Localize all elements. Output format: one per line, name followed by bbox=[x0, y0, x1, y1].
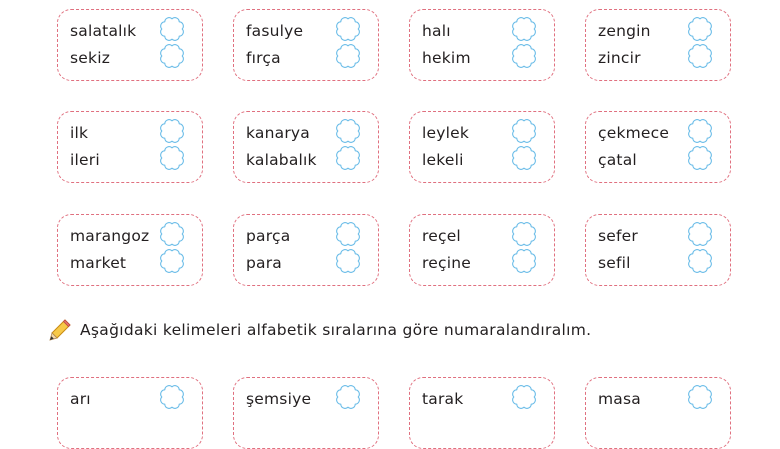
flower-answer-icon[interactable] bbox=[686, 220, 714, 248]
word-card bbox=[233, 377, 379, 449]
word-card bbox=[233, 111, 379, 183]
flower-answer-icon[interactable] bbox=[158, 220, 186, 248]
flower-answer-icon[interactable] bbox=[510, 15, 538, 43]
word-bottom: ileri bbox=[70, 151, 100, 169]
word-card bbox=[57, 111, 203, 183]
flower-answer-icon[interactable] bbox=[334, 144, 362, 172]
word-card bbox=[57, 377, 203, 449]
word-top: şemsiye bbox=[246, 390, 312, 408]
word-card bbox=[57, 9, 203, 81]
word-card bbox=[409, 9, 555, 81]
word-card bbox=[585, 9, 731, 81]
flower-answer-icon[interactable] bbox=[510, 42, 538, 70]
flower-answer-icon[interactable] bbox=[158, 15, 186, 43]
word-top: ilk bbox=[70, 124, 89, 142]
word-top: tarak bbox=[422, 390, 464, 408]
word-top: kanarya bbox=[246, 124, 310, 142]
word-card bbox=[585, 111, 731, 183]
word-top: halı bbox=[422, 22, 451, 40]
word-bottom: zincir bbox=[598, 49, 641, 67]
word-bottom: hekim bbox=[422, 49, 471, 67]
instruction bbox=[48, 318, 591, 342]
word-card bbox=[409, 214, 555, 286]
word-top: reçel bbox=[422, 227, 461, 245]
flower-answer-icon[interactable] bbox=[686, 117, 714, 145]
flower-answer-icon[interactable] bbox=[158, 247, 186, 275]
word-top: arı bbox=[70, 390, 91, 408]
word-card bbox=[409, 111, 555, 183]
word-card bbox=[585, 377, 731, 449]
word-card bbox=[409, 377, 555, 449]
word-bottom: sekiz bbox=[70, 49, 111, 67]
word-bottom: kalabalık bbox=[246, 151, 317, 169]
word-bottom: market bbox=[70, 254, 127, 272]
flower-answer-icon[interactable] bbox=[686, 383, 714, 411]
word-bottom: para bbox=[246, 254, 283, 272]
word-bottom: fırça bbox=[246, 49, 281, 67]
word-card bbox=[585, 214, 731, 286]
flower-answer-icon[interactable] bbox=[686, 15, 714, 43]
word-top: parça bbox=[246, 227, 291, 245]
flower-answer-icon[interactable] bbox=[510, 383, 538, 411]
word-top: çekmece bbox=[598, 124, 670, 142]
flower-answer-icon[interactable] bbox=[510, 144, 538, 172]
flower-answer-icon[interactable] bbox=[686, 42, 714, 70]
flower-answer-icon[interactable] bbox=[158, 144, 186, 172]
flower-answer-icon[interactable] bbox=[334, 42, 362, 70]
flower-answer-icon[interactable] bbox=[158, 42, 186, 70]
word-top: leylek bbox=[422, 124, 470, 142]
flower-answer-icon[interactable] bbox=[158, 383, 186, 411]
word-top: marangoz bbox=[70, 227, 150, 245]
word-top: masa bbox=[598, 390, 641, 408]
pencil-icon bbox=[48, 318, 72, 342]
word-card bbox=[57, 214, 203, 286]
flower-answer-icon[interactable] bbox=[334, 247, 362, 275]
flower-answer-icon[interactable] bbox=[334, 15, 362, 43]
word-card bbox=[233, 9, 379, 81]
flower-answer-icon[interactable] bbox=[686, 144, 714, 172]
flower-answer-icon[interactable] bbox=[334, 383, 362, 411]
word-bottom: lekeli bbox=[422, 151, 464, 169]
word-bottom: çatal bbox=[598, 151, 637, 169]
flower-answer-icon[interactable] bbox=[334, 220, 362, 248]
word-top: zengin bbox=[598, 22, 651, 40]
flower-answer-icon[interactable] bbox=[510, 220, 538, 248]
word-bottom: sefil bbox=[598, 254, 631, 272]
flower-answer-icon[interactable] bbox=[686, 247, 714, 275]
flower-answer-icon[interactable] bbox=[510, 117, 538, 145]
flower-answer-icon[interactable] bbox=[510, 247, 538, 275]
word-top: salatalık bbox=[70, 22, 137, 40]
word-bottom: reçine bbox=[422, 254, 471, 272]
word-top: fasulye bbox=[246, 22, 304, 40]
word-top: sefer bbox=[598, 227, 638, 245]
flower-answer-icon[interactable] bbox=[158, 117, 186, 145]
instruction-text: Aşağıdaki kelimeleri alfabetik sıralarına göre numaralandıralım. bbox=[80, 321, 592, 339]
flower-answer-icon[interactable] bbox=[334, 117, 362, 145]
word-card bbox=[233, 214, 379, 286]
